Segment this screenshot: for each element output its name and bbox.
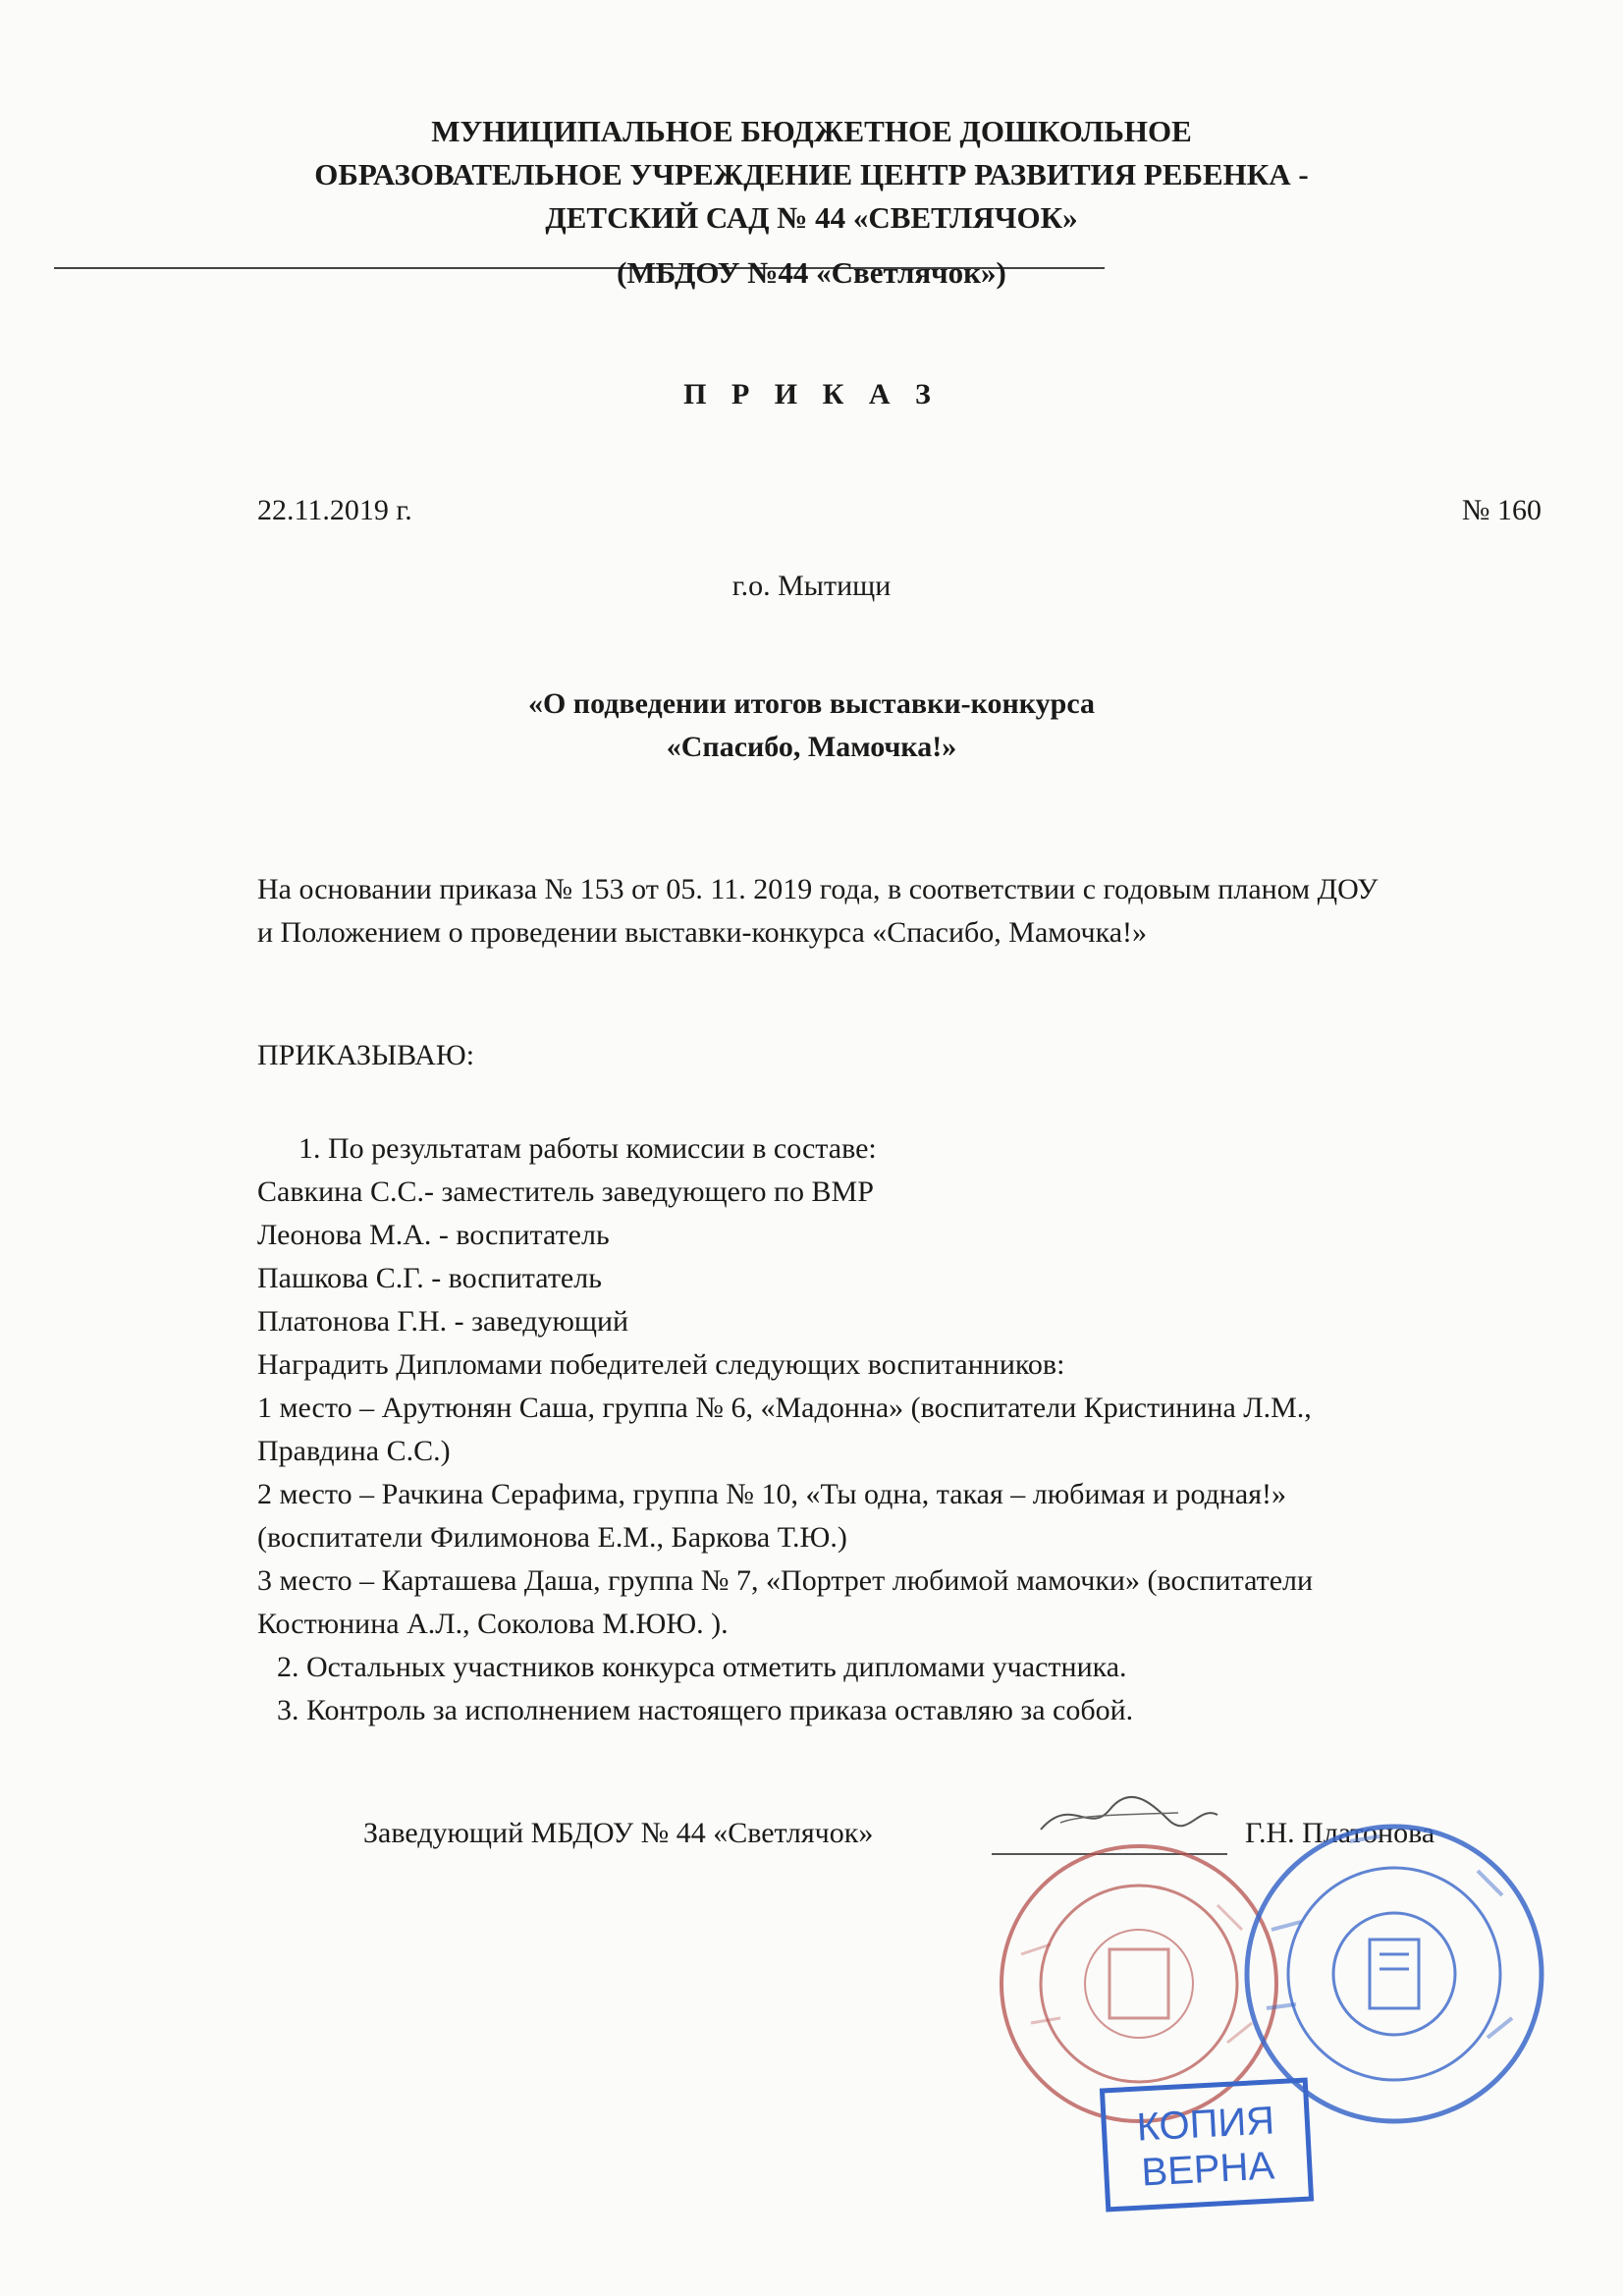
order-date: 22.11.2019 г. (257, 494, 412, 526)
commission-member: Леонова М.А. - воспитатель (257, 1219, 610, 1251)
subject-line-2: «Спасибо, Мамочка!» (666, 731, 957, 763)
third-place: 3 место – Карташева Даша, группа № 7, «Портрет любимой мамочки» (воспитатели (257, 1564, 1314, 1597)
basis-line-2: и Положением о проведении выставки-конкурса «Спасибо, Мамочка!» (257, 916, 1148, 949)
header-line-3: ДЕТСКИЙ САД № 44 «СВЕТЛЯЧОК» (545, 200, 1078, 235)
third-place-cont: Костюнина А.Л., Соколова М.ЮЮ. ). (257, 1608, 729, 1640)
order-city: г.о. Мытищи (731, 570, 892, 602)
basis-line-1: На основании приказа № 153 от 05. 11. 2019 года, в соответствии с годовым планом ДОУ (257, 873, 1379, 905)
award-intro: Наградить Дипломами победителей следующих воспитанников: (257, 1348, 1065, 1381)
order-title: П Р И К А З (683, 378, 940, 410)
commission-member: Савкина С.С.- заместитель заведующего по ВМР (257, 1175, 874, 1208)
institution-abbreviation: (МБДОУ №44 «Светлячок») (617, 255, 1006, 290)
signatory-position: Заведующий МБДОУ № 44 «Светлячок» (363, 1817, 874, 1849)
copy-stamp-line-1: КОПИЯ (1135, 2099, 1276, 2150)
commission-member: Пашкова С.Г. - воспитатель (257, 1262, 602, 1294)
institution-header (0, 110, 1623, 240)
item-2: 2. Остальных участников конкурса отметить дипломами участника. (277, 1651, 1127, 1683)
second-place: 2 место – Рачкина Серафима, группа № 10, «Ты одна, такая – любимая и родная!» (257, 1478, 1287, 1510)
item-3: 3. Контроль за исполнением настоящего приказа оставляю за собой. (277, 1694, 1134, 1726)
order-basis (257, 868, 1563, 955)
signatory-name: Г.Н. Платонова (1245, 1817, 1435, 1849)
commission-member: Платонова Г.Н. - заведующий (257, 1305, 629, 1338)
first-place: 1 место – Арутюнян Саша, группа № 6, «Мадонна» (воспитатели Кристинина Л.М., (257, 1392, 1312, 1424)
copy-stamp-line-2: ВЕРНА (1140, 2144, 1276, 2195)
item-1: 1. По результатам работы комиссии в составе: (298, 1132, 877, 1165)
order-directive: ПРИКАЗЫВАЮ: (257, 1039, 475, 1071)
order-body (257, 1127, 1563, 1732)
order-subject (0, 683, 1623, 769)
second-place-cont: (воспитатели Филимонова Е.М., Баркова Т.Ю.) (257, 1521, 847, 1554)
handwritten-signature (1031, 1785, 1227, 1844)
header-line-2: ОБРАЗОВАТЕЛЬНОЕ УЧРЕЖДЕНИЕ ЦЕНТР РАЗВИТИЯ РЕБЕНКА - (314, 157, 1309, 191)
order-number: № 160 (1461, 494, 1542, 526)
subject-line-1: «О подведении итогов выставки-конкурса (527, 687, 1096, 720)
first-place-cont: Правдина С.С.) (257, 1435, 451, 1467)
header-line-1: МУНИЦИПАЛЬНОЕ БЮДЖЕТНОЕ ДОШКОЛЬНОЕ (431, 114, 1192, 148)
certified-copy-stamp (1100, 2078, 1314, 2213)
